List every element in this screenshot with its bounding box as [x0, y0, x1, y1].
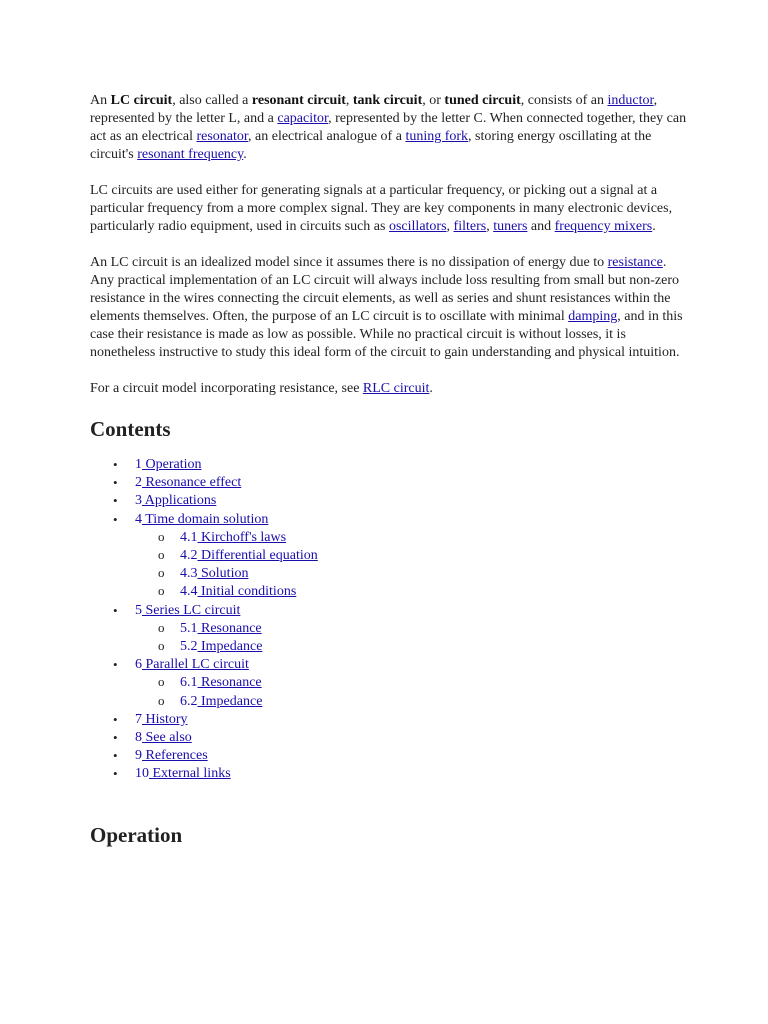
toc-subitem [135, 693, 690, 711]
toc-item [90, 711, 690, 729]
toc-link[interactable]: Operation [142, 457, 202, 472]
toc-link[interactable]: Series LC circuit [142, 602, 241, 618]
text: , [486, 219, 494, 234]
text: , also called a [172, 93, 252, 108]
toc-number: 7 [135, 711, 142, 727]
toc-subitem [135, 529, 690, 547]
toc-number: 3 [135, 493, 142, 509]
toc-link[interactable]: References [142, 748, 208, 764]
toc-subitem [135, 547, 690, 565]
link-oscillators[interactable]: oscillators [388, 219, 447, 234]
link-resistance[interactable]: resistance [607, 255, 663, 270]
contents-heading: Contents [90, 417, 171, 441]
link-resonator[interactable]: resonator [196, 129, 249, 144]
toc-link[interactable]: Kirchoff's laws [197, 529, 287, 545]
intro-paragraph-3 [90, 254, 690, 362]
toc-number: 10 [135, 766, 149, 782]
intro-paragraph-4 [90, 380, 690, 398]
toc-subitem [135, 638, 690, 656]
toc-item [90, 492, 690, 510]
toc-link[interactable]: Resonance [197, 620, 262, 636]
toc-bullet: • [113, 766, 118, 782]
toc-link[interactable]: Differential equation [197, 548, 318, 564]
toc-number: 5.2 [180, 639, 198, 655]
toc-item [90, 656, 690, 711]
toc-link[interactable]: Resonance effect [142, 475, 242, 491]
toc-subitem [135, 583, 690, 601]
toc-subitem [135, 674, 690, 692]
toc-item [90, 729, 690, 747]
toc-link[interactable]: Parallel LC circuit [142, 657, 249, 673]
text: , [345, 93, 353, 108]
toc-number: 6.1 [180, 675, 198, 691]
toc-bullet: • [113, 711, 118, 727]
toc-number: 4 [135, 511, 142, 527]
toc-item [90, 602, 690, 657]
toc-item [90, 456, 690, 474]
toc-sub-bullet: o [158, 528, 165, 544]
toc-sublist [135, 674, 690, 710]
toc-bullet: • [113, 748, 118, 764]
toc-sublist [135, 620, 690, 656]
toc-bullet: • [113, 657, 118, 673]
toc-link[interactable]: Time domain solution [142, 511, 269, 527]
link-tuning-fork[interactable]: tuning fork [405, 129, 469, 144]
text: . Any practical implementation of an LC circuit will always include loss resulting from small but non-zero resistance in the wires connecting the circuit elements, as well as series and shunt resistances within the elements themselves. Often, the purpose of an LC circuit is to oscillate with minimal [90, 255, 680, 324]
bold-term-lc-circuit: LC circuit [110, 93, 173, 108]
text: , an electrical analogue of a [248, 129, 406, 144]
text: LC circuits are used either for generating signals at a particular frequency, or picking out a signal at a particular frequency from a more complex signal. They are key components in many electronic devices, particularly radio equipment, used in circuits such as [90, 183, 673, 234]
toc-item [90, 511, 690, 602]
toc-link[interactable]: Impedance [197, 693, 263, 709]
toc-number: 5 [135, 602, 142, 618]
toc-number: 4.2 [180, 548, 198, 564]
toc-link[interactable]: See also [142, 730, 192, 746]
toc-sub-bullet: o [158, 674, 165, 690]
text: , and in this case their resistance is made as low as possible. While no practical circuit is without losses, it is nonetheless instructive to study this ideal form of the circuit to gain understanding and physical intuition. [90, 309, 683, 360]
link-damping[interactable]: damping [568, 309, 618, 324]
intro-paragraph-2 [90, 182, 690, 236]
intro-paragraph-1 [90, 92, 690, 164]
text: and [527, 219, 555, 234]
text: , or [422, 93, 445, 108]
text: , storing energy oscillating at the circuit's [90, 129, 652, 162]
toc-bullet: • [113, 602, 118, 618]
text: . [429, 381, 433, 396]
toc-sublist [135, 529, 690, 602]
toc-sub-bullet: o [158, 547, 165, 563]
toc-number: 6.2 [180, 693, 198, 709]
toc-link[interactable]: Resonance [197, 675, 262, 691]
link-rlc-circuit[interactable]: RLC circuit [362, 381, 430, 396]
toc-bullet: • [113, 475, 118, 491]
link-tuners[interactable]: tuners [493, 219, 528, 234]
text: An LC circuit is an idealized model since it assumes there is no dissipation of energy due to [90, 255, 608, 270]
link-inductor[interactable]: inductor [607, 93, 654, 108]
toc-number: 2 [135, 475, 142, 491]
toc-bullet: • [113, 511, 118, 527]
toc-link[interactable]: Applications [142, 493, 217, 509]
toc-number: 5.1 [180, 620, 198, 636]
toc-sub-bullet: o [158, 583, 165, 599]
bold-term-tuned-circuit: tuned circuit [444, 93, 521, 108]
toc-sub-bullet: o [158, 619, 165, 635]
link-capacitor[interactable]: capacitor [277, 111, 329, 126]
toc-bullet: • [113, 457, 118, 472]
bold-term-resonant-circuit: resonant circuit [251, 93, 346, 108]
toc-link[interactable]: External links [149, 766, 231, 782]
text: . [243, 147, 247, 162]
toc-bullet: • [113, 493, 118, 509]
bold-term-tank-circuit: tank circuit [352, 93, 423, 108]
section-heading-operation: Operation [90, 822, 183, 847]
text: For a circuit model incorporating resistance, see [90, 381, 363, 396]
toc-number: 6 [135, 657, 142, 673]
toc-number: 4.4 [180, 584, 198, 600]
toc-number: 4.1 [180, 529, 198, 545]
text: , represented by the letter C. When connected together, they can act as an electrical [90, 111, 687, 144]
toc-link[interactable]: History [142, 711, 188, 727]
toc-sub-bullet: o [158, 692, 165, 708]
toc-bullet: • [113, 730, 118, 746]
table-of-contents [90, 456, 690, 784]
link-frequency-mixers[interactable]: frequency mixers [554, 219, 653, 234]
toc-item [90, 765, 690, 783]
text: , consists of an [520, 93, 608, 108]
toc-link[interactable]: Initial conditions [197, 584, 297, 600]
toc-number: 9 [135, 748, 142, 764]
link-resonant-frequency[interactable]: resonant frequency [137, 147, 244, 162]
toc-link[interactable]: Solution [197, 566, 249, 582]
toc-sub-bullet: o [158, 638, 165, 654]
toc-subitem [135, 565, 690, 583]
toc-sub-bullet: o [158, 565, 165, 581]
text: An [90, 93, 111, 108]
toc-number: 1 [135, 457, 142, 472]
link-filters[interactable]: filters [453, 219, 487, 234]
toc-link[interactable]: Impedance [197, 639, 263, 655]
text: , represented by the letter L, and a [90, 93, 658, 126]
toc-item [90, 474, 690, 492]
toc-number: 8 [135, 730, 142, 746]
article-content [90, 92, 690, 848]
text: , [446, 219, 454, 234]
toc-number: 4.3 [180, 566, 198, 582]
text: . [652, 219, 656, 234]
toc-subitem [135, 620, 690, 638]
toc-item [90, 747, 690, 765]
